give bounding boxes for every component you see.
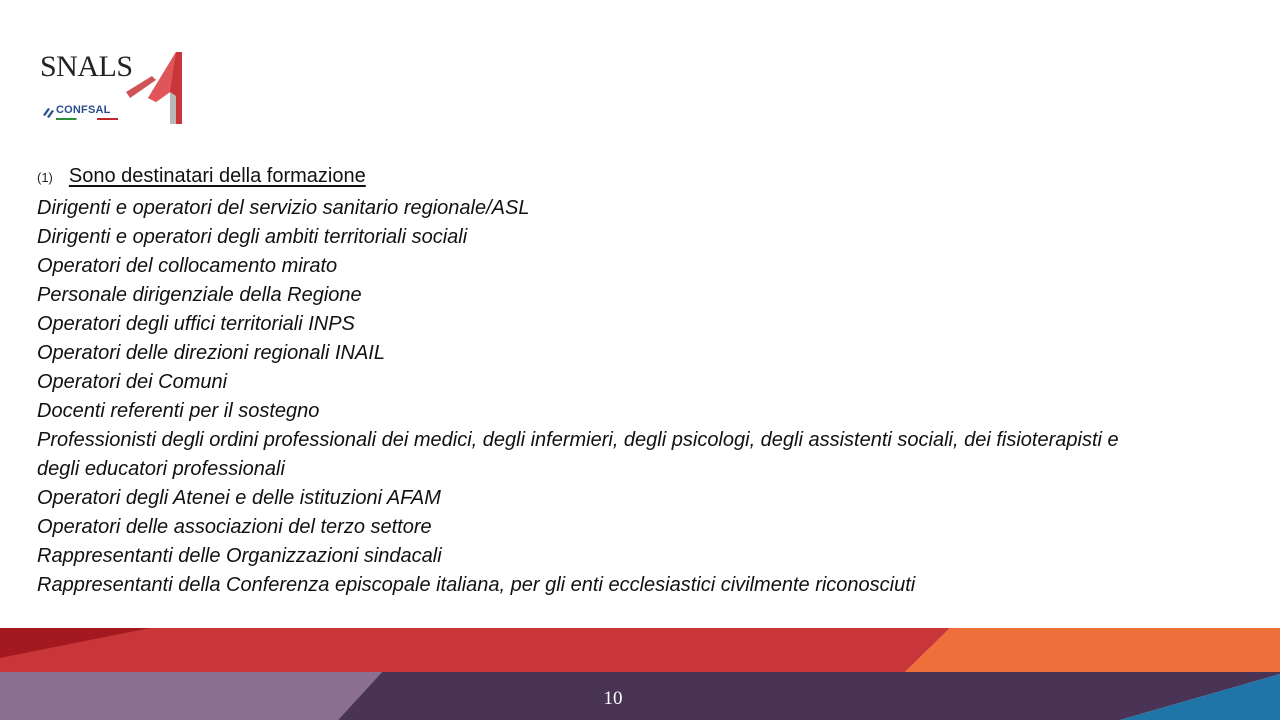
- logo-sub-brand-text: CONFSAL: [56, 104, 111, 116]
- page-number: 10: [603, 688, 623, 709]
- snals-confsal-logo: [38, 50, 188, 125]
- list-item: Operatori degli Atenei e delle istituzioni AFAM: [37, 487, 441, 509]
- list-item: Operatori dei Comuni: [37, 371, 228, 393]
- confsal-mark-icon: [42, 106, 56, 120]
- logo-tricolor-bar: [56, 118, 118, 120]
- list-item: Professionisti degli ordini professionali dei medici, degli infermieri, degli psicologi, degli assistenti sociali, dei fisioterapisti e degli educatori professionali: [37, 429, 1119, 480]
- list-item: Personale dirigenziale della Regione: [37, 284, 362, 306]
- list-item: Rappresentanti delle Organizzazioni sindacali: [37, 545, 442, 567]
- logo-brand-text: SNALS: [40, 50, 133, 83]
- list-item: Docenti referenti per il sostegno: [37, 400, 320, 422]
- list-item: Operatori del collocamento mirato: [37, 255, 338, 277]
- list-item: Operatori degli uffici territoriali INPS: [37, 313, 355, 335]
- section-heading: [37, 165, 1247, 194]
- footer-band-orange: [905, 628, 1280, 672]
- footer-band-red: [0, 628, 950, 672]
- list-item: Operatori delle direzioni regionali INAIL: [37, 342, 385, 364]
- list-item: Dirigenti e operatori del servizio sanitario regionale/ASL: [37, 197, 530, 219]
- logo-a-mark-icon: [126, 52, 182, 124]
- list-item: Dirigenti e operatori degli ambiti territoriali sociali: [37, 226, 468, 248]
- list-item: Operatori delle associazioni del terzo settore: [37, 516, 432, 538]
- footnote-number: (1): [37, 170, 53, 185]
- list-item: Rappresentanti della Conferenza episcopale italiana, per gli enti ecclesiastici civilmente riconosciuti: [37, 574, 916, 596]
- slide-content: [37, 165, 1247, 600]
- heading-text: Sono destinatari della formazione: [68, 165, 366, 187]
